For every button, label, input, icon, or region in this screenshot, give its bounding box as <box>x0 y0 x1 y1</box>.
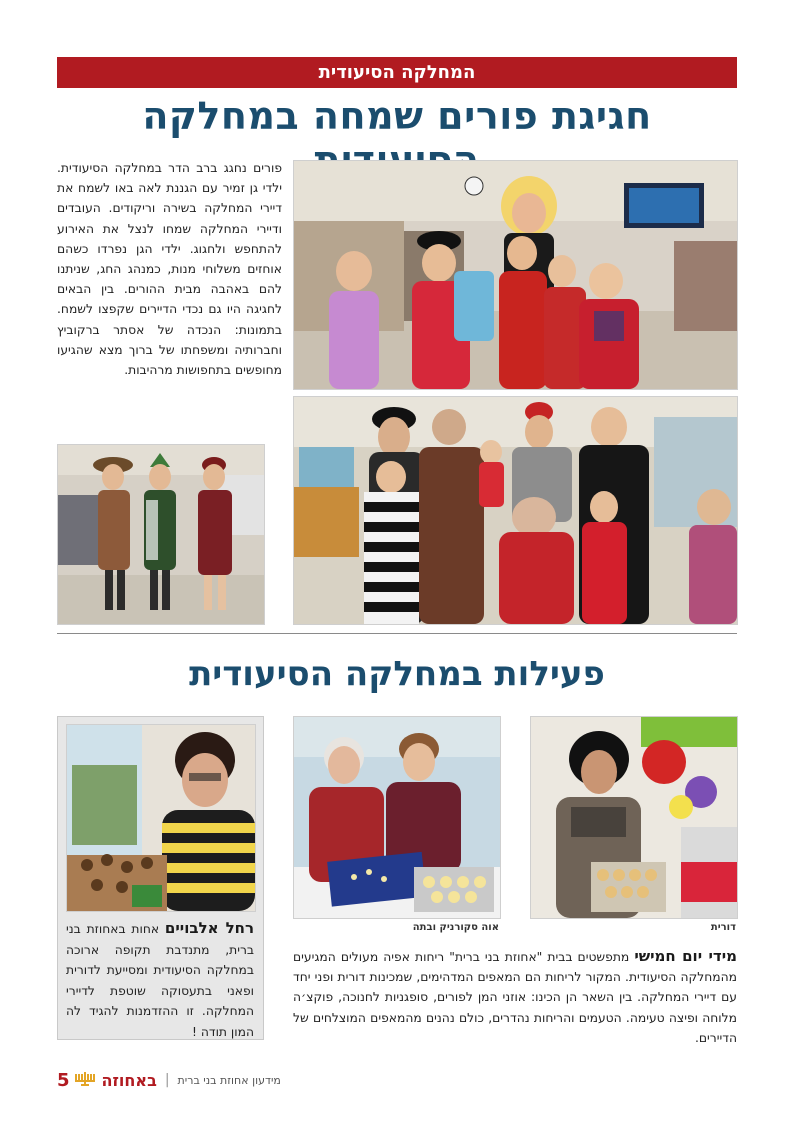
footer-logo: באחוזה <box>101 1070 157 1090</box>
article-title: חגיגת פורים שמחה במחלקה <box>142 94 652 138</box>
volunteer-name: רחל אלבויים <box>164 919 255 937</box>
footer-separator: | <box>164 1072 170 1088</box>
page-footer <box>57 1070 281 1090</box>
photo-dorit <box>530 716 738 919</box>
photo-kids-with-host <box>293 160 738 390</box>
baking-body: מתפשטים בבית "אחוזת בני ברית" ריחות אפיה מעולים המגיעים מהמחלקה הסיעודית. המקור לריחות הם המאפים המדהימים, שמכינות דורית ופני יחד עם דיירי המחלקה. בין השאר הן הכינו: אוזני המן לפורים, סופגניות לחנוכה, פוקצ׳ה מלוחה ופיצה טעימה. הטעמים והריחות נהדרים, כולם נהנים מהמאפים המוצלחים של הדיירים. <box>293 950 737 1045</box>
photo-volunteer <box>66 724 256 912</box>
footer-subtitle: מידעון אחוזת בני ברית <box>177 1073 281 1087</box>
caption-mother-daughter: אוה סקורניק ובתה <box>412 922 499 933</box>
menorah-icon <box>74 1070 96 1090</box>
section-title: פעילות במחלקה הסיעודית <box>189 654 605 694</box>
baking-article <box>293 946 737 1048</box>
baking-lead: מידי יום חמישי <box>634 947 738 965</box>
volunteer-description: אחות באחוזת בני ברית, מתנדבת תקופה ארוכה במחלקה הסיעודית ומסייעת לדורית ופאני בתעסוקה שוטפת לדיירי המחלקה. זו ההזדמנות להגיד לה המון תודה ! <box>66 922 254 1039</box>
page-number: 5 <box>57 1069 70 1091</box>
caption-dorit: דורית <box>710 922 736 933</box>
volunteer-text <box>66 918 254 1042</box>
photo-costume-family <box>293 396 738 625</box>
photo-three-girls <box>57 444 265 625</box>
article-body: פורים נחגג ברב הדר במחלקה הסיעודית. ילדי גן זמיר עם הגננת לאה באו לשמח את דיירי המחלקה בשירה וריקודים. העובדים ודיירי המחלקה שמחו לנצל את האירוע להתחפש ולחגוג. ילדי הגן נפרדו כשהם אוחזים משלוחי מנות, כמנהג החג, שניתנו להם באהבה מבית ההורים. בין הבאים לחגיגה היו גם נכדי הדיירים שקפצו לשמח. בתמונות: הנכדה של אסתר ברקוביץ וחברותיה ומשפחתו של ברוך מצא שהגיעו מחופשים בתחפושות מרהיבות. <box>57 161 282 378</box>
photo-mother-daughter <box>293 716 501 919</box>
section-header: המחלקה הסיעודית <box>57 57 737 88</box>
section-divider <box>57 633 737 634</box>
